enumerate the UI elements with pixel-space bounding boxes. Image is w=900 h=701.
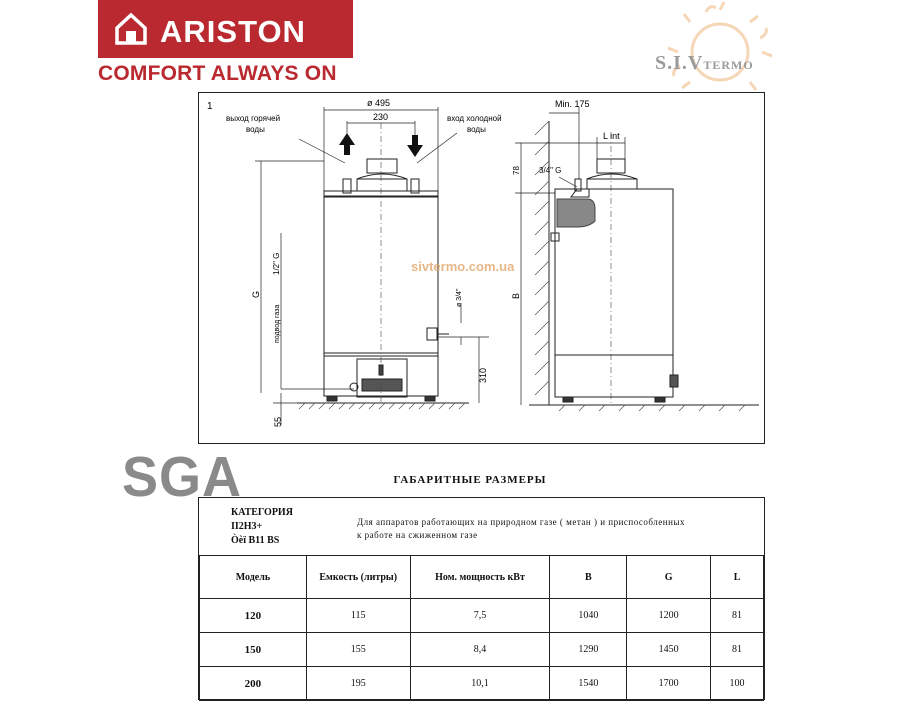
- label-cold-in-1: вход холодной: [447, 114, 502, 123]
- description-line-1: Для аппаратов работающих на природном газе ( метан ) и приспособленных: [357, 517, 685, 527]
- label-cold-in-2: воды: [467, 125, 486, 134]
- cell-b: 1290: [550, 633, 627, 667]
- category-description: [357, 516, 757, 542]
- label-hot-out-1: выход горячей: [226, 114, 281, 123]
- dim-b: B: [511, 292, 521, 299]
- header-capacity: Емкость (литры): [306, 556, 410, 599]
- cell-model: 120: [200, 599, 307, 633]
- table-row: [200, 599, 764, 633]
- table-row: [200, 667, 764, 701]
- category-header: [199, 498, 764, 556]
- dealer-logo-suffix: TERMO: [703, 58, 754, 72]
- category-label: КАТЕГОРИЯ: [231, 507, 293, 518]
- dim-g: G: [251, 290, 261, 298]
- house-icon: [114, 12, 148, 46]
- cell-g: 1700: [627, 667, 711, 701]
- dimensions-table: [198, 497, 765, 700]
- category-type: Òèï B11 BS: [231, 535, 280, 546]
- label-hot-out-2: воды: [246, 125, 265, 134]
- dealer-logo-main: S.I.V: [655, 52, 704, 74]
- table-title: ГАБАРИТНЫЕ РАЗМЕРЫ: [393, 474, 547, 486]
- technical-drawing: [198, 92, 765, 444]
- drawing-canvas: [199, 93, 764, 443]
- header-power: Ном. мощность кВт: [410, 556, 550, 599]
- dim-gas-thread: 1/2" G: [272, 252, 281, 275]
- category-block: [231, 506, 293, 548]
- cell-g: 1200: [627, 599, 711, 633]
- cell-capacity: 115: [306, 599, 410, 633]
- cell-b: 1540: [550, 667, 627, 701]
- cell-b: 1040: [550, 599, 627, 633]
- table-header-row: [200, 556, 764, 599]
- dim-78: 78: [512, 166, 521, 175]
- spec-grid: [199, 555, 764, 701]
- cell-l: 81: [711, 599, 764, 633]
- header-l: L: [711, 556, 764, 599]
- dim-min-175: Min. 175: [555, 99, 590, 109]
- category-code: II2H3+: [231, 521, 263, 532]
- cell-l: 81: [711, 633, 764, 667]
- dim-dia-34: ø 3/4": [456, 288, 463, 307]
- cell-model: 150: [200, 633, 307, 667]
- figure-number: 1: [207, 101, 213, 112]
- brand-name: ARISTON: [160, 14, 306, 49]
- dim-310: 310: [478, 367, 488, 383]
- dim-g34: 3/4" G: [539, 166, 562, 175]
- brand-tagline: COMFORT ALWAYS ON: [98, 62, 337, 85]
- description-line-2: к работе на сжиженном газе: [357, 530, 478, 540]
- model-series-label: SGA: [122, 445, 243, 509]
- header-model: Модель: [200, 556, 307, 599]
- header-b: B: [550, 556, 627, 599]
- cell-power: 7,5: [410, 599, 550, 633]
- ariston-logo: [98, 0, 353, 58]
- cell-model: 200: [200, 667, 307, 701]
- cell-l: 100: [711, 667, 764, 701]
- cell-g: 1450: [627, 633, 711, 667]
- cell-capacity: 195: [306, 667, 410, 701]
- label-gas-supply: подвод газа: [274, 304, 281, 343]
- watermark: sivtermo.com.ua: [411, 259, 515, 274]
- cell-capacity: 155: [306, 633, 410, 667]
- cell-power: 10,1: [410, 667, 550, 701]
- dim-l-int: L int: [603, 131, 620, 141]
- dealer-logo: [655, 52, 754, 75]
- dim-dia-495: ø 495: [367, 98, 391, 108]
- dim-230: 230: [373, 112, 389, 122]
- cell-power: 8,4: [410, 633, 550, 667]
- dim-55: 55: [273, 416, 283, 427]
- header-g: G: [627, 556, 711, 599]
- table-row: [200, 633, 764, 667]
